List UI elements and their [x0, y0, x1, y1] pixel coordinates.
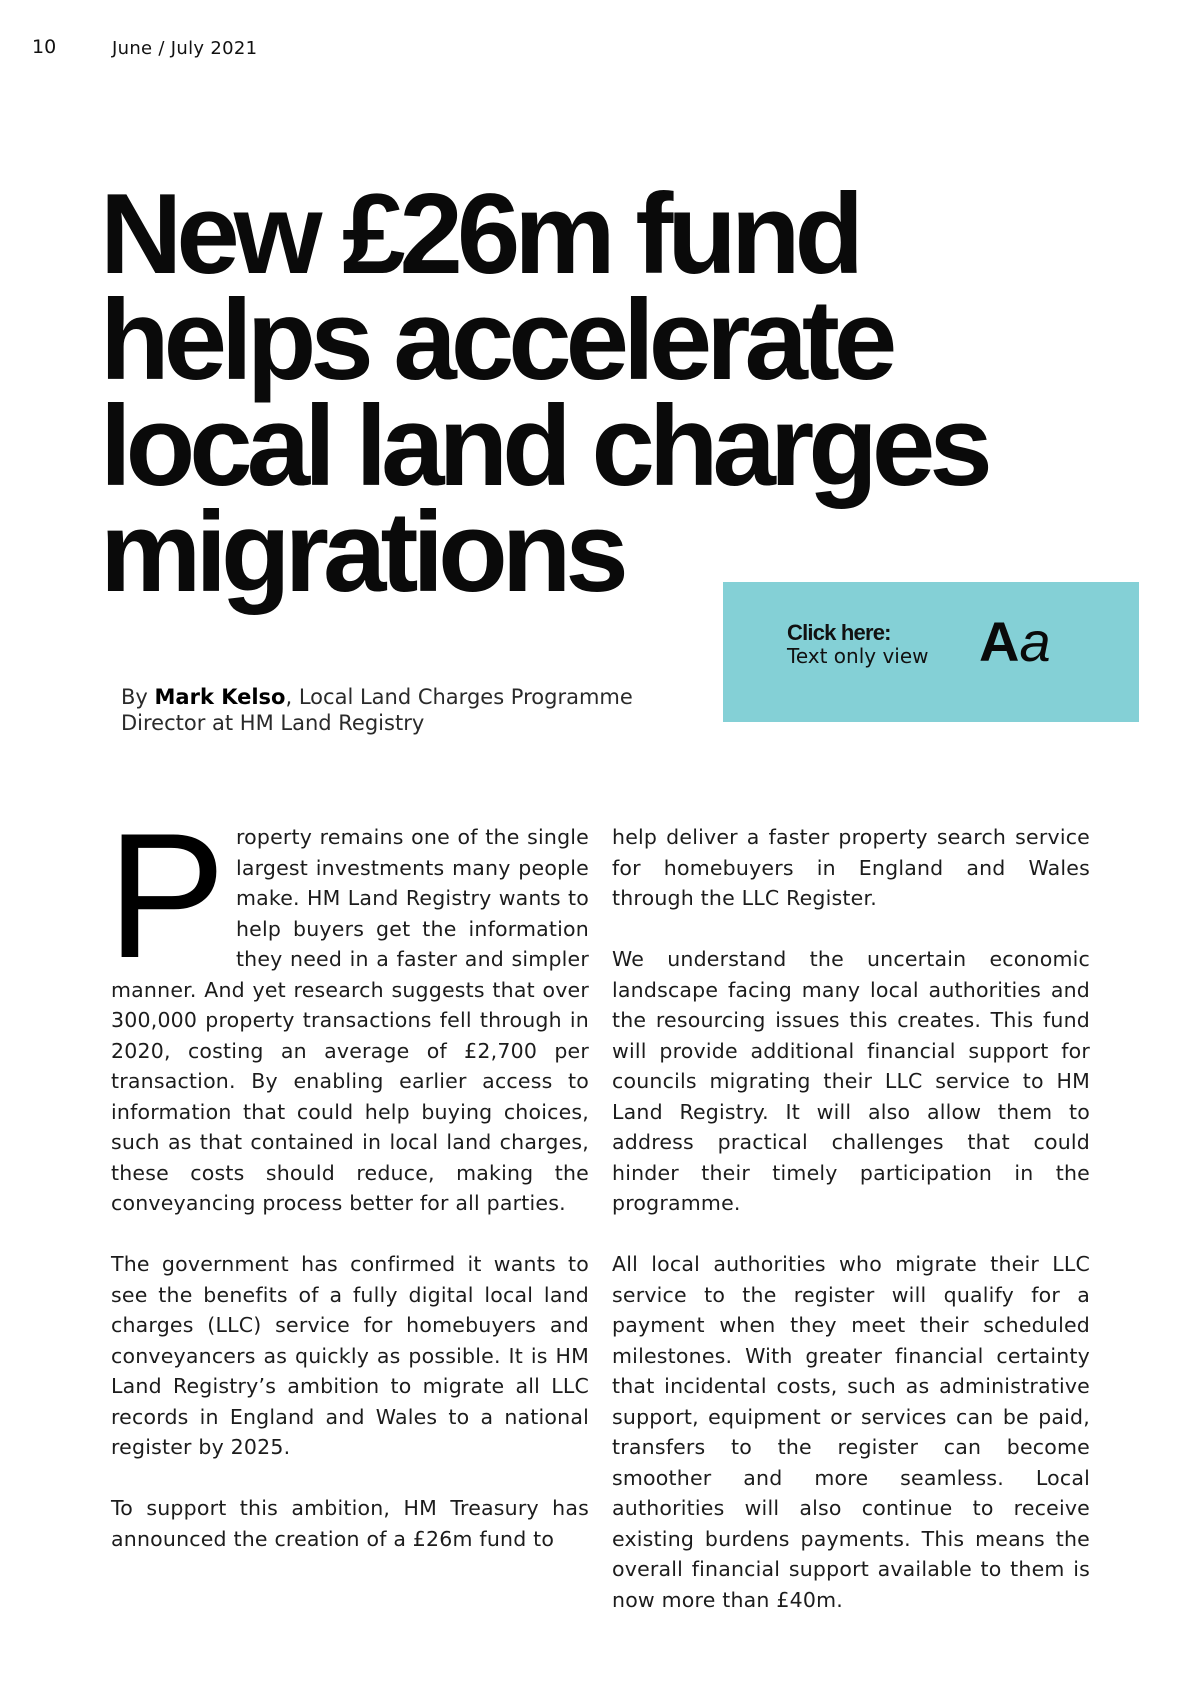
article-paragraph: help deliver a faster property search service for homebuyers in England and Wales through the LLC Register. [612, 825, 1090, 910]
article-paragraph: To support this ambition, HM Treasury has announced the creation of a £26m fund to [111, 1496, 589, 1551]
title-line: helps accelerate [100, 277, 892, 404]
issue-date: June / July 2021 [112, 38, 258, 59]
title-line: local land charges [100, 383, 987, 510]
font-icon-capital: A [979, 610, 1020, 673]
article-paragraph: The government has confirmed it wants to see the benefits of a fully digital local land charges (LLC) service for homebuyers and conveyancers as quickly as possible. It is HM Land Registry’s ambition to migrate all LLC records in England and Wales to a national register by 2025. [111, 1252, 589, 1459]
title-line: New £26m fund [100, 171, 859, 298]
article-paragraph: All local authorities who migrate their LLC service to the register will qualify for a payment when they meet their scheduled milestones. With greater financial certainty that incidental costs, such as administrative support, equipment or services can be paid, transfers to the register can become smoother and more seamless. Local authorities will also continue to receive existing burdens payments. This means the overall financial support available to them is now more than £40m. [612, 1252, 1090, 1612]
text-only-view-heading: Click here: [787, 620, 891, 645]
font-size-icon [979, 612, 1051, 672]
paragraph-text: roperty remains one of the single largest investments many people make. HM Land Registry wants to help buyers get the information they need in a faster and simpler manner. And yet research suggests that over 300,000 property transactions fell through in 2020, costing an average of £2,700 per transaction. By enabling earlier access to information that could help buying choices, such as that contained in local land charges, these costs should reduce, making the conveyancing process better for all parties. [111, 825, 589, 1215]
article-column-left [107, 796, 589, 1585]
article-paragraph: We understand the uncertain economic landscape facing many local authorities and the resourcing issues this creates. This fund will provide additional financial support for councils migrating their LLC service to HM Land Registry. It will also allow them to address practical challenges that could hinder their timely participation in the programme. [612, 947, 1090, 1215]
author-name: Mark Kelso [154, 685, 286, 709]
title-line: migrations [100, 489, 623, 616]
text-only-view-button[interactable] [723, 582, 1139, 722]
drop-cap: P [107, 796, 226, 995]
article-paragraph [107, 796, 589, 1219]
font-icon-lower: a [1019, 610, 1051, 673]
byline-prefix: By [121, 685, 155, 709]
text-only-view-label: Text only view [787, 644, 929, 668]
article-column-right [612, 822, 1090, 1646]
page-number: 10 [32, 36, 57, 58]
article-title [100, 171, 1100, 616]
author-role: , Local Land Charges Programme Director at HM Land Registry [121, 685, 633, 735]
byline [121, 684, 641, 736]
